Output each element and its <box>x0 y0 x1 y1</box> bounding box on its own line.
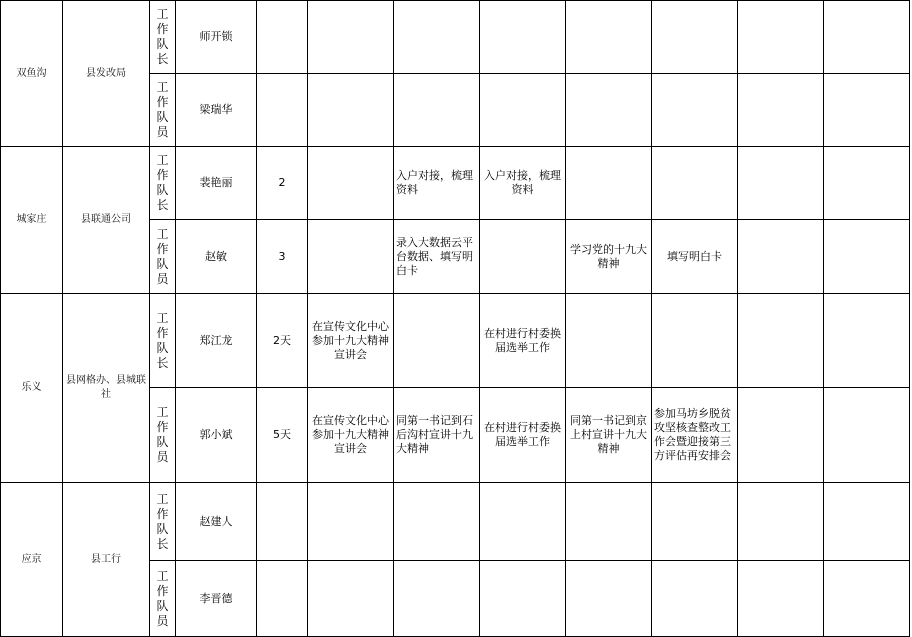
role-cell: 工作队长 <box>150 1 176 74</box>
activity-cell <box>738 74 824 147</box>
role-cell: 工作队长 <box>150 483 176 561</box>
activity-cell <box>566 561 652 637</box>
activity-cell: 同第一书记到京上村宣讲十九大精神 <box>566 388 652 483</box>
days-cell: 2天 <box>257 294 308 388</box>
activity-cell: 入户对接，梳理资料 <box>480 147 566 220</box>
activity-cell <box>738 561 824 637</box>
activity-cell <box>308 483 394 561</box>
activity-cell <box>566 483 652 561</box>
activity-cell <box>824 147 910 220</box>
person-name: 赵建人 <box>176 483 257 561</box>
village-name: 应京 <box>1 483 63 637</box>
activity-cell <box>738 147 824 220</box>
activity-cell <box>652 483 738 561</box>
activity-cell <box>394 294 480 388</box>
activity-cell <box>824 483 910 561</box>
activity-cell <box>824 1 910 74</box>
activity-cell <box>394 483 480 561</box>
activity-cell: 在村进行村委换届选举工作 <box>480 294 566 388</box>
unit-name: 县联通公司 <box>63 147 150 294</box>
activity-cell <box>566 294 652 388</box>
activity-cell: 同第一书记到石后沟村宣讲十九大精神 <box>394 388 480 483</box>
role-cell: 工作队员 <box>150 74 176 147</box>
activity-cell <box>738 388 824 483</box>
person-name: 李晋德 <box>176 561 257 637</box>
activity-cell <box>480 561 566 637</box>
activity-cell <box>652 294 738 388</box>
activity-cell <box>824 74 910 147</box>
activity-cell <box>566 147 652 220</box>
activity-cell <box>480 1 566 74</box>
activity-cell <box>824 220 910 294</box>
days-cell <box>257 1 308 74</box>
activity-cell <box>308 147 394 220</box>
table-row <box>1 1 910 74</box>
activity-cell <box>480 220 566 294</box>
days-cell: 5天 <box>257 388 308 483</box>
activity-cell <box>824 294 910 388</box>
person-name: 师开锁 <box>176 1 257 74</box>
days-cell <box>257 561 308 637</box>
person-name: 裴艳丽 <box>176 147 257 220</box>
village-name: 双鱼沟 <box>1 1 63 147</box>
activity-cell <box>738 483 824 561</box>
table-row <box>1 483 910 561</box>
days-cell: 2 <box>257 147 308 220</box>
village-name: 乐义 <box>1 294 63 483</box>
activity-cell <box>308 561 394 637</box>
activity-cell: 录入大数据云平台数据、填写明白卡 <box>394 220 480 294</box>
activity-cell <box>308 74 394 147</box>
person-name: 赵敏 <box>176 220 257 294</box>
activity-cell <box>824 388 910 483</box>
person-name: 郭小斌 <box>176 388 257 483</box>
days-cell: 3 <box>257 220 308 294</box>
activity-cell <box>566 1 652 74</box>
unit-name: 县工行 <box>63 483 150 637</box>
activity-cell <box>394 74 480 147</box>
activity-cell <box>738 1 824 74</box>
days-cell <box>257 74 308 147</box>
role-cell: 工作队员 <box>150 388 176 483</box>
activity-cell: 填写明白卡 <box>652 220 738 294</box>
person-name: 梁瑞华 <box>176 74 257 147</box>
activity-cell <box>394 561 480 637</box>
role-cell: 工作队长 <box>150 147 176 220</box>
activity-cell <box>480 483 566 561</box>
activity-cell <box>480 74 566 147</box>
activity-cell: 学习党的十九大精神 <box>566 220 652 294</box>
unit-name: 县发改局 <box>63 1 150 147</box>
activity-cell <box>738 220 824 294</box>
role-cell: 工作队员 <box>150 561 176 637</box>
table-body <box>1 1 910 637</box>
activity-cell <box>652 147 738 220</box>
unit-name: 县网格办、县城联社 <box>63 294 150 483</box>
role-cell: 工作队员 <box>150 220 176 294</box>
village-name: 城家庄 <box>1 147 63 294</box>
activity-cell <box>652 561 738 637</box>
activity-cell <box>394 1 480 74</box>
role-cell: 工作队长 <box>150 294 176 388</box>
activity-cell <box>652 74 738 147</box>
activity-cell: 在村进行村委换届选举工作 <box>480 388 566 483</box>
activity-cell: 参加马坊乡脱贫攻坚核查整改工作会暨迎接第三方评估再安排会 <box>652 388 738 483</box>
activity-cell <box>566 74 652 147</box>
activity-cell <box>308 220 394 294</box>
days-cell <box>257 483 308 561</box>
activity-cell: 在宣传文化中心参加十九大精神宣讲会 <box>308 388 394 483</box>
table-row <box>1 294 910 388</box>
table-row <box>1 147 910 220</box>
activity-cell <box>308 1 394 74</box>
activity-cell: 在宣传文化中心参加十九大精神宣讲会 <box>308 294 394 388</box>
activity-cell <box>824 561 910 637</box>
activity-cell <box>738 294 824 388</box>
person-name: 郑江龙 <box>176 294 257 388</box>
activity-cell: 入户对接，梳理资料 <box>394 147 480 220</box>
activity-cell <box>652 1 738 74</box>
